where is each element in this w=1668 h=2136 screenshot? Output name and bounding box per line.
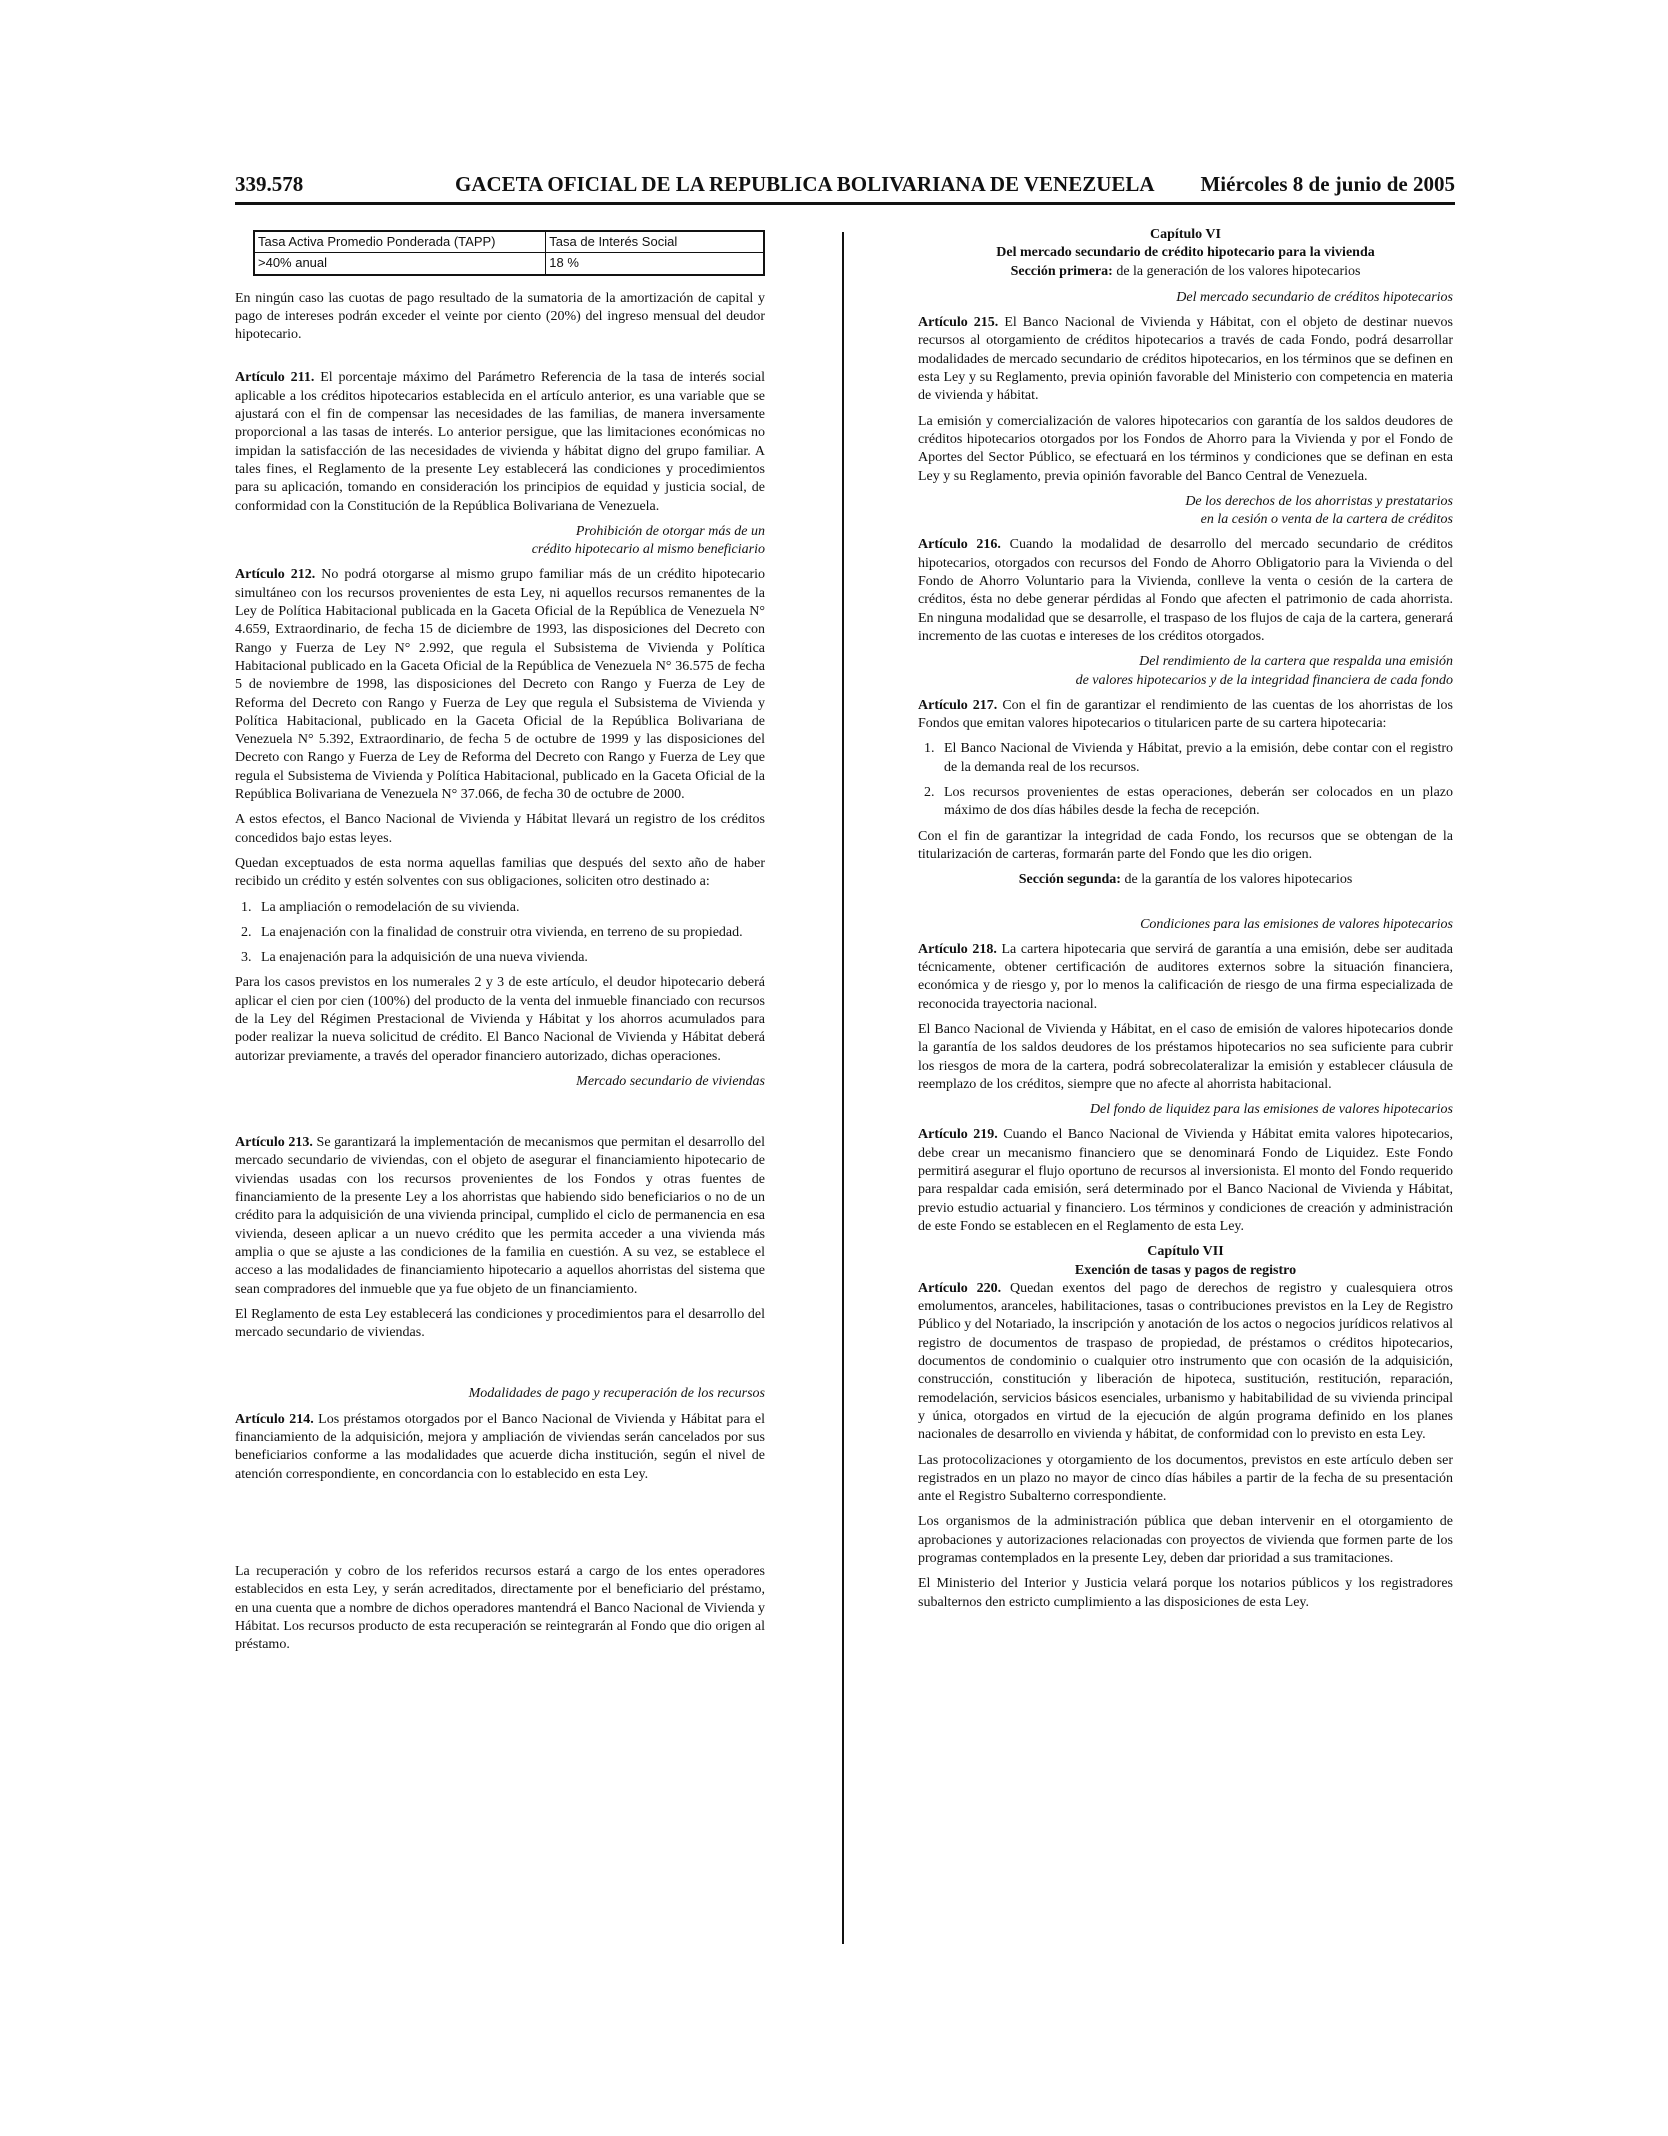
article-label: Artículo 220.: [918, 1280, 1002, 1296]
article-subtitle: [235, 523, 765, 560]
left-column: [235, 226, 765, 1661]
paragraph: Para los casos previstos en los numerales 2 y 3 de este artículo, el deudor hipotecario deberá aplicar el cien por cien (100%) del producto de la venta del inmueble financiado con recursos de la Ley del Régimen Prestacional de Vivienda y Hábitat y los ahorros acumulados para poder realizar la nueva solicitud de crédito. El Banco Nacional de Vivienda y Hábitat deberá autorizar previamente, a través del operador financiero autorizado, dichas operaciones.: [235, 975, 765, 1064]
section-text: de la garantía de los valores hipotecarios: [1120, 872, 1353, 888]
article-subtitle: Del mercado secundario de créditos hipotecarios: [1176, 289, 1453, 305]
list-item: 2. Los recursos provenientes de estas operaciones, deberán ser colocados en un plazo máximo de dos días hábiles desde la fecha de recepción.: [938, 784, 1453, 821]
article-label: Artículo 212.: [235, 567, 316, 583]
article-text: No podrá otorgarse al mismo grupo familiar más de un crédito hipotecario simultáneo con los recursos provenientes de esta Ley, ni aquellos recursos remanentes de la Ley de Política Habitacional publicada en la Gaceta Oficial de la República de Venezuela N° 4.659, Extraordinario, de fecha 15 de diciembre de 1993, las disposiciones del Decreto con Rango y Fuerza de Ley N° 2.992, que regula el Subsistema de Vivienda y Política Habitacional publicado en la Gaceta Oficial de la República de Venezuela N° 36.575 de fecha 5 de noviembre de 1998, las disposiciones del Decreto con Rango y Fuerza de Ley de Reforma del Decreto con Rango y Fuerza de Ley que regula el Subsistema de Vivienda y Política Habitacional, publicado en la Gaceta Oficial de la República Bolivariana de Venezuela N° 5.392, Extraordinario, de fecha 5 de octubre de 1999 y las disposiciones del Decreto con Rango y Fuerza de Ley de Reforma del Decreto con Rango y Fuerza de Ley que regula el Subsistema de Vivienda y Política Habitacional, publicado en la Gaceta Oficial de la República Bolivariana de Venezuela N° 37.066, de fecha 30 de octubre de 2000.: [235, 567, 766, 803]
chapter-number: Capítulo VI: [1150, 227, 1221, 242]
article-subtitle: Mercado secundario de viviendas: [576, 1073, 765, 1089]
article-subtitle: Modalidades de pago y recuperación de los recursos: [468, 1386, 765, 1402]
page-number: 339.578: [235, 172, 304, 196]
article-subtitle: [918, 653, 1453, 690]
spacer: [918, 898, 1453, 916]
article-219: [918, 1126, 1453, 1236]
section-label: Sección primera:: [1010, 263, 1113, 279]
article-211: [235, 369, 765, 515]
article-subtitle: Condiciones para las emisiones de valores hipotecarios: [1140, 916, 1453, 932]
spacer: [235, 1349, 765, 1385]
header-rule: [235, 202, 1455, 205]
paragraph: El Banco Nacional de Vivienda y Hábitat, en el caso de emisión de valores hipotecarios donde la garantía de los saldos deudores de los préstamos hipotecarios no sea suficiente para cubrir los riesgos de mora de la cartera, podrá sobrecolateralizar la emisión y establecer cláusula de reemplazo de los créditos, siempre que no afecte al ahorrista habitacional.: [918, 1021, 1453, 1092]
gazette-title: GACETA OFICIAL DE LA REPUBLICA BOLIVARIANA DE VENEZUELA: [455, 172, 1155, 196]
article-subtitle: [918, 493, 1453, 530]
list-item: 1. La ampliación o remodelación de su vivienda.: [255, 899, 765, 917]
paragraph: Con el fin de garantizar la integridad de cada Fondo, los recursos que se obtengan de la titularización de carteras, formarán parte del Fondo que les dio origen.: [918, 828, 1453, 862]
article-214: [235, 1411, 765, 1484]
right-column: [918, 226, 1453, 1619]
table-cell: 18 %: [546, 253, 764, 275]
article-text: Quedan exentos del pago de derechos de registro y cualesquiera otros emolumentos, aranceles, habilitaciones, tasas o contribuciones previstos en la Ley de Registro Público y del Notariado, la inscripción y anotación de los actos o negocios jurídicos relativos al registro de documentos de traspaso de propiedad, de préstamos o créditos hipotecarios, documentos de condominio o cualquier otro instrumento que con ocasión de la adquisición, construcción, constitución y liberación de hipoteca, sustitución, restitución, reparación, remodelación, servicios básicos esenciales, urbanismo y habitabilidad de su vivienda principal y única, otorgados en virtud de la ejecución de algún programa definido en los planes nacionales de desarrollo en vivienda y hábitat, de conformidad con lo previsto en esta Ley.: [918, 1280, 1454, 1443]
article-220: [918, 1280, 1453, 1445]
paragraph: El Reglamento de esta Ley establecerá las condiciones y procedimientos para el desarrollo del mercado secundario de viviendas.: [235, 1306, 765, 1341]
article-label: Artículo 217.: [918, 697, 998, 713]
article-215: [918, 314, 1453, 405]
paragraph: A estos efectos, el Banco Nacional de Vivienda y Hábitat llevará un registro de los créditos concedidos bajo estas leyes.: [235, 812, 765, 846]
chapter-number: Capítulo VII: [1147, 1244, 1224, 1260]
paragraph: Las protocolizaciones y otorgamiento de los documentos, previstos en este artículo deben ser registrados en un plazo no mayor de cinco días hábiles a partir de la fecha de su presentación ante el Registro Subalterno correspondiente.: [918, 1452, 1453, 1505]
chapter-heading: [918, 226, 1453, 263]
subtitle-line: Prohibición de otorgar más de un: [575, 523, 765, 539]
article-label: Artículo 219.: [918, 1127, 998, 1143]
table-row: [254, 231, 764, 253]
section-heading: [918, 263, 1453, 281]
chapter-heading: [918, 1243, 1453, 1280]
article-text: Los préstamos otorgados por el Banco Nacional de Vivienda y Hábitat para el financiamiento de la adquisición, mejora y ampliación de viviendas serán cancelados por sus beneficiarios conforme a las modalidades que acuerde dicha institución, según el nivel de atención correspondiente, en concordancia con lo establecido en esta Ley.: [235, 1411, 765, 1482]
numbered-list: [918, 740, 1453, 820]
article-216: [918, 536, 1453, 646]
article-label: Artículo 218.: [918, 941, 997, 957]
table-cell: Tasa Activa Promedio Ponderada (TAPP): [254, 231, 546, 253]
chapter-title: Exención de tasas y pagos de registro: [1074, 1262, 1297, 1278]
table-cell: >40% anual: [254, 253, 546, 275]
list-item: 1. El Banco Nacional de Vivienda y Hábitat, previo a la emisión, debe contar con el registro de la demanda real de los recursos.: [938, 740, 1453, 777]
article-text: Se garantizará la implementación de mecanismos que permitan el desarrollo del mercado secundario de viviendas, con el objeto de asegurar el financiamiento hipotecario de viviendas usadas con los recursos provenientes de los Fondos y otras fuentes de financiamiento de la presente Ley a los ahorristas que habiendo sido beneficiarios o no de un crédito para la adquisición de una vivienda principal, cumplido el ciclo de permanencia en esa vivienda, deseen aplicar a un nuevo crédito que les permita acceder a una vivienda más amplia o que se ajuste a las condiciones de la familia en cuestión. A su vez, se establece el acceso a las modalidades de financiamiento hipotecario a aquellos ahorristas del sistema que sean compradores del inmueble que ya fue objeto de un financiamiento.: [235, 1135, 765, 1297]
rate-table: [253, 230, 765, 276]
section-text: de la generación de los valores hipotecarios: [1112, 263, 1361, 279]
article-label: Artículo 211.: [235, 370, 315, 386]
page-header: [235, 172, 1455, 202]
article-text: El Banco Nacional de Vivienda y Hábitat, con el objeto de destinar nuevos recursos al otorgamiento de créditos hipotecarios a través de cada Fondo, podrá desarrollar modalidades de mercado secundario de créditos hipotecarios, en los términos que se definen en esta Ley y su Reglamento, previa opinión favorable del Ministerio con competencia en materia de vivienda y hábitat.: [918, 315, 1454, 404]
list-item: 2. La enajenación con la finalidad de construir otra vivienda, en terreno de su propiedad.: [255, 924, 765, 942]
article-label: Artículo 213.: [235, 1135, 313, 1151]
column-divider: [842, 232, 844, 1944]
spacer: [235, 1491, 765, 1527]
spacer: [235, 351, 765, 369]
paragraph: La recuperación y cobro de los referidos recursos estará a cargo de los entes operadores establecidos en esta Ley, y serán acreditados, directamente por el beneficiario del préstamo, en una cuenta que a nombre de dichos operadores mantendrá el Banco Nacional de Vivienda y Hábitat. Los recursos producto de esta recuperación se reintegrarán al Fondo que dio origen al préstamo.: [235, 1563, 765, 1653]
article-label: Artículo 214.: [235, 1411, 314, 1427]
article-212: [235, 566, 765, 804]
spacer: [235, 1098, 765, 1134]
paragraph: El Ministerio del Interior y Justicia velará porque los notarios públicos y los registradores subalternos den estricto cumplimiento a las disposiciones de esta Ley.: [918, 1576, 1453, 1610]
numbered-list: [235, 899, 765, 968]
article-subtitle: Del fondo de liquidez para las emisiones de valores hipotecarios: [1089, 1102, 1453, 1118]
article-218: [918, 941, 1453, 1014]
article-label: Artículo 215.: [918, 315, 999, 331]
subtitle-line: Del rendimiento de la cartera que respalda una emisión: [1139, 654, 1453, 670]
section-heading: [918, 871, 1453, 889]
subtitle-line: en la cesión o venta de la cartera de créditos: [1200, 512, 1453, 528]
paragraph: Los organismos de la administración pública que deban intervenir en el otorgamiento de aprobaciones y autorizaciones relacionadas con proyectos de vivienda que formen parte de los programas contemplados en la presente Ley, deben dar prioridad a sus tramitaciones.: [918, 1514, 1453, 1566]
article-text: Cuando la modalidad de desarrollo del mercado secundario de créditos hipotecarios, otorgados con recursos del Fondo de Ahorro Obligatorio para la Vivienda o del Fondo de Ahorro Voluntario para la Vivienda, conlleve la venta o cesión de la cartera de créditos, ésta no debe generar pérdidas al Fondo que afecten el patrimonio de cada ahorrista. En ninguna modalidad que se desarrolle, el traspaso de los flujos de caja de la cartera, generará incremento de las cuotas e intereses de los créditos otorgados.: [918, 537, 1454, 644]
subtitle-line: de valores hipotecarios y de la integridad financiera de cada fondo: [1075, 672, 1453, 688]
chapter-title: Del mercado secundario de crédito hipotecario para la vivienda: [996, 245, 1375, 261]
article-text: Con el fin de garantizar el rendimiento de las cuentas de los ahorristas de los Fondos que emitan valores hipotecarios o titularicen parte de su cartera hipotecaria:: [918, 697, 1454, 732]
paragraph: Quedan exceptuados de esta norma aquellas familias que después del sexto año de haber recibido un crédito y estén solventes con sus obligaciones, soliciten otro destinado a:: [235, 855, 765, 890]
article-text: La cartera hipotecaria que servirá de garantía a una emisión, debe ser auditada técnicamente, obtener certificación de auditores externos sobre la situación financiera, económica y de riesgo y, por lo menos la calificación de riesgo de una firma especializada de reconocida trayectoria nacional.: [918, 941, 1453, 1012]
paragraph: En ningún caso las cuotas de pago resultado de la sumatoria de la amortización de capital y pago de intereses podrán exceder el veinte por ciento (20%) del ingreso mensual del deudor hipotecario.: [235, 290, 765, 343]
article-217: [918, 697, 1453, 734]
list-item: 3. La enajenación para la adquisición de una nueva vivienda.: [255, 949, 765, 967]
article-text: El porcentaje máximo del Parámetro Referencia de la tasa de interés social aplicable a los créditos hipotecarios establecida en el artículo anterior, es una variable que se ajustará con el fin de compensar las necesidades de las familias, de manera inversamente proporcional a las tasas de interés. Lo anterior persigue, que las limitaciones económicas no impidan la satisfacción de las necesidades de vivienda y hábitat digno del grupo familiar. A tales fines, el Reglamento de la presente Ley establecerá las condiciones y procedimientos para su aplicación, tomando en consideración los principios de equidad y justicia social, de conformidad con la Constitución de la República Bolivariana de Venezuela.: [235, 370, 765, 514]
article-213: [235, 1134, 765, 1299]
article-text: Cuando el Banco Nacional de Vivienda y Hábitat emita valores hipotecarios, debe crear un mecanismo financiero que se denominará Fondo de Liquidez. Este Fondo permitirá asegurar el flujo oportuno de recursos al inversionista. El monto del Fondo requerido para respaldar cada emisión, será determinado por el Banco Nacional de Vivienda y Hábitat, previo estudio actuarial y financiero. Los términos y condiciones de creación y administración de este Fondo se establecen en el Reglamento de esta Ley.: [918, 1127, 1454, 1234]
table-row: [254, 253, 764, 275]
paragraph: La emisión y comercialización de valores hipotecarios con garantía de los saldos deudores de créditos hipotecarios otorgados por los Fondos de Ahorro para la Vivienda y por el Fondo de Aportes del Sector Público, se efectuará en los términos y condiciones que se definan en esta Ley y su Reglamento, previa opinión favorable del Banco Central de Venezuela.: [918, 413, 1453, 484]
subtitle-line: De los derechos de los ahorristas y prestatarios: [1185, 493, 1453, 509]
subtitle-line: crédito hipotecario al mismo beneficiario: [531, 542, 765, 558]
table-cell: Tasa de Interés Social: [546, 231, 764, 253]
issue-date: Miércoles 8 de junio de 2005: [1200, 172, 1455, 196]
article-label: Artículo 216.: [918, 537, 1001, 553]
section-label: Sección segunda:: [1018, 872, 1121, 888]
spacer: [235, 1527, 765, 1563]
